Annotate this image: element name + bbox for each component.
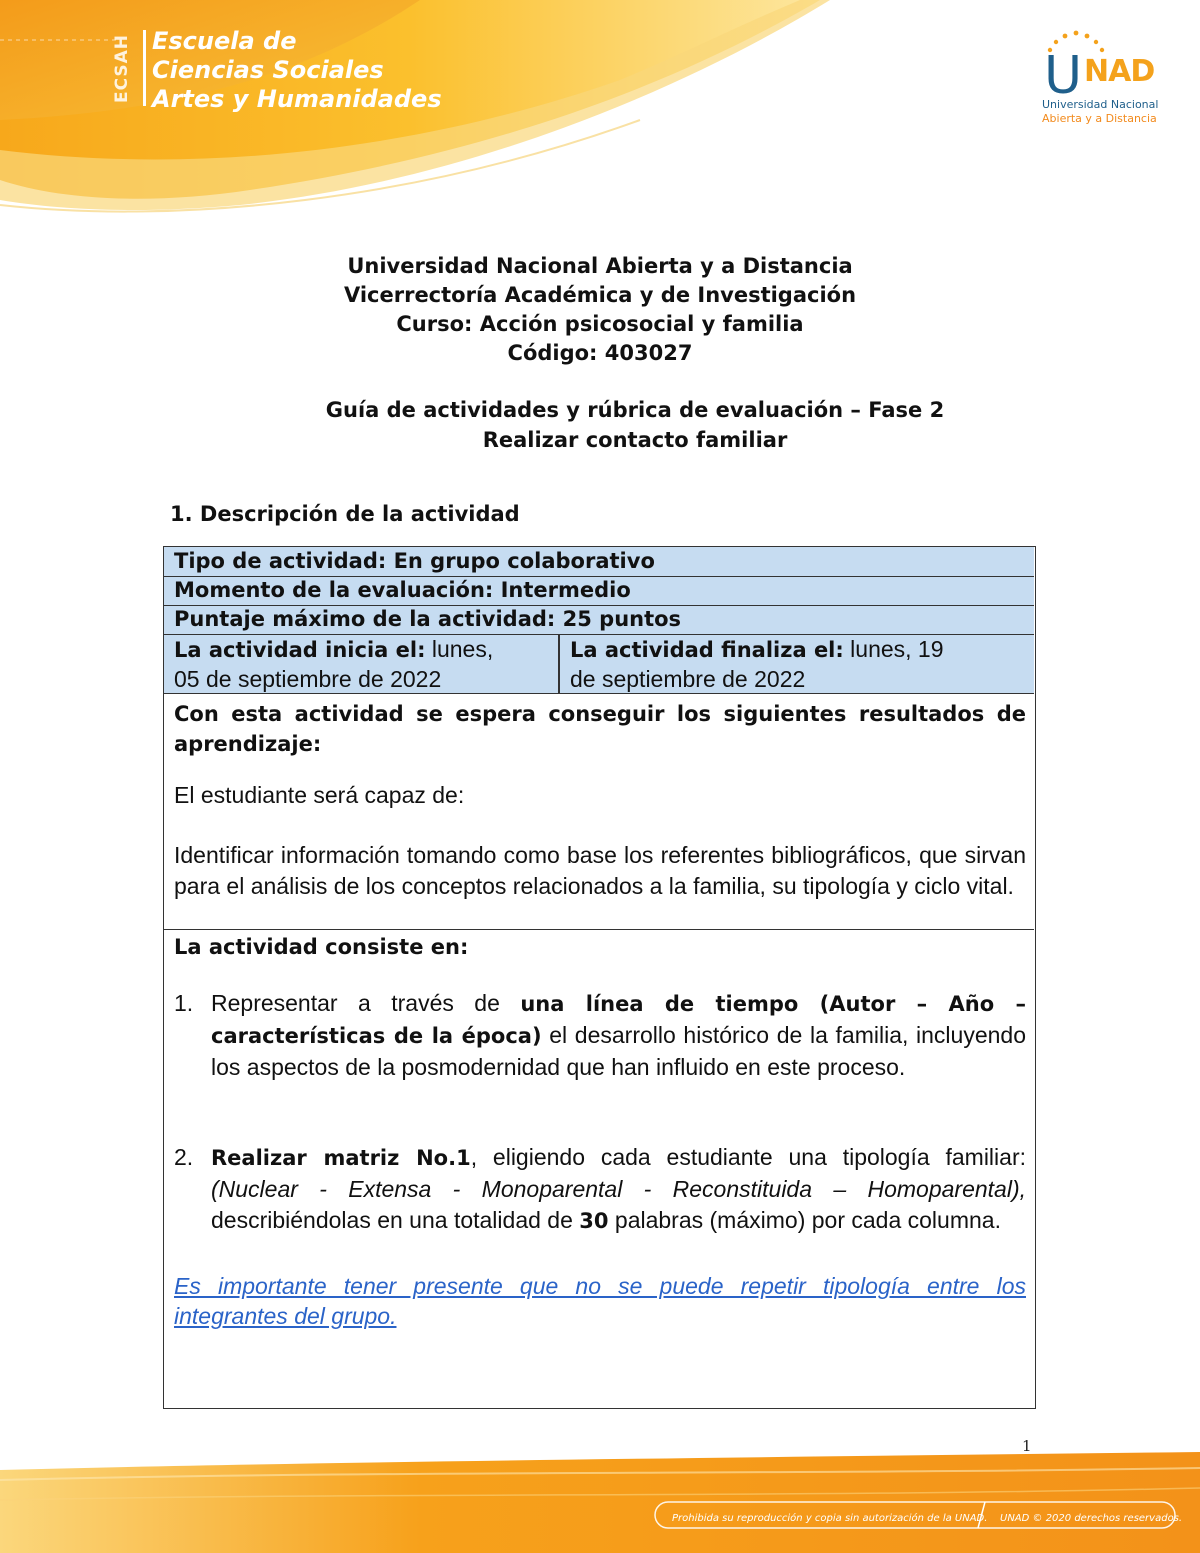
university-title: Universidad Nacional Abierta y a Distancia bbox=[347, 254, 853, 278]
course-code: Código: 403027 bbox=[507, 341, 693, 365]
school-line-2: Ciencias Sociales bbox=[152, 56, 384, 84]
page-number: 1 bbox=[1022, 1437, 1032, 1455]
table-row-momento bbox=[164, 577, 1034, 606]
list-item-2 bbox=[211, 1142, 1026, 1237]
list-item-1-number: 1. bbox=[174, 990, 194, 1016]
item1-text-a: Representar a través de bbox=[211, 990, 521, 1016]
end-date-value-2: de septiembre de 2022 bbox=[570, 666, 806, 692]
course-title: Curso: Acción psicosocial y familia bbox=[396, 312, 804, 336]
logo-line-1: Universidad Nacional bbox=[1042, 98, 1159, 111]
school-line-1: Escuela de bbox=[152, 27, 297, 55]
logo-mark-nad: NAD bbox=[1084, 54, 1155, 89]
student-capable: El estudiante será capaz de: bbox=[174, 782, 465, 808]
activity-consists-heading: La actividad consiste en: bbox=[174, 935, 469, 959]
guide-title bbox=[270, 395, 1000, 455]
unad-logo bbox=[1036, 28, 1162, 128]
activity-table bbox=[163, 546, 1036, 1409]
section-heading: 1. Descripción de la actividad bbox=[170, 502, 520, 526]
item2-text-b: , eligiendo cada estudiante una tipología familiar: bbox=[470, 1144, 1026, 1170]
logo-mark-u: U bbox=[1044, 46, 1083, 106]
table-row-activity bbox=[164, 930, 1034, 1408]
activity-type: Tipo de actividad: En grupo colaborativo bbox=[174, 549, 655, 573]
item2-text-e: 30 bbox=[579, 1209, 609, 1233]
results-heading: Con esta actividad se espera conseguir los siguientes resultados de aprendizaje: bbox=[174, 702, 1026, 756]
table-row-puntaje bbox=[164, 606, 1034, 635]
guide-title-line-1: Guía de actividades y rúbrica de evaluación – Fase 2 bbox=[325, 398, 945, 422]
start-date-label: La actividad inicia el: bbox=[174, 638, 426, 662]
student-capable-wrap bbox=[174, 780, 1026, 811]
start-date-value-1: lunes, bbox=[425, 636, 494, 662]
school-abbreviation: ECSAH bbox=[112, 33, 132, 103]
item2-text-f: palabras (máximo) por cada columna. bbox=[608, 1207, 1001, 1233]
logo-line-2: Abierta y a Distancia bbox=[1042, 112, 1157, 125]
evaluation-moment: Momento de la evaluación: Intermedio bbox=[174, 578, 631, 602]
start-date bbox=[174, 635, 554, 695]
table-row-dates bbox=[164, 635, 1034, 694]
item1-text-c: el desarrollo histórico de la familia, incluyendo los aspectos de la posmodernidad que han influido en este proceso. bbox=[211, 1022, 1026, 1080]
item2-text-a: Realizar matriz No.1 bbox=[211, 1146, 471, 1170]
list-item-1 bbox=[211, 988, 1026, 1083]
vicerrectoria-title: Vicerrectoría Académica y de Investigación bbox=[343, 283, 857, 307]
max-score: Puntaje máximo de la actividad: 25 puntos bbox=[174, 607, 682, 631]
table-row-tipo bbox=[164, 547, 1034, 577]
item2-text-c: (Nuclear - Extensa - Monoparental - Reconstituida – Homoparental), bbox=[211, 1176, 1026, 1202]
document-titles bbox=[0, 252, 1200, 368]
end-date bbox=[570, 635, 1030, 695]
footer-banner bbox=[0, 1440, 1200, 1553]
important-note-link[interactable]: Es importante tener presente que no se puede repetir tipología entre los integrantes del grupo. bbox=[174, 1273, 1026, 1329]
footer-notice: Prohibida su reproducción y copia sin autorización de la UNAD. bbox=[672, 1513, 988, 1524]
school-line-3: Artes y Humanidades bbox=[152, 85, 442, 113]
school-name bbox=[152, 27, 442, 114]
table-row-results bbox=[164, 694, 1034, 930]
list-item-2-number: 2. bbox=[174, 1144, 194, 1170]
end-date-label: La actividad finaliza el: bbox=[570, 638, 844, 662]
learning-outcome: Identificar información tomando como base los referentes bibliográficos, que sirvan para el análisis de los conceptos relacionados a la familia, su tipología y ciclo vital. bbox=[174, 842, 1026, 899]
start-date-value-2: 05 de septiembre de 2022 bbox=[174, 666, 442, 692]
item2-text-d: describiéndolas en una totalidad de bbox=[211, 1207, 580, 1233]
guide-title-line-2: Realizar contacto familiar bbox=[482, 428, 788, 452]
date-divider bbox=[558, 635, 560, 693]
item1-text-b: una línea de tiempo (Autor – Año – características de la época) bbox=[211, 992, 1027, 1048]
learning-outcome-wrap bbox=[174, 840, 1026, 902]
school-divider bbox=[143, 30, 146, 106]
footer-rights: UNAD © 2020 derechos reservados. bbox=[1000, 1513, 1183, 1524]
end-date-value-1: lunes, 19 bbox=[843, 636, 944, 662]
